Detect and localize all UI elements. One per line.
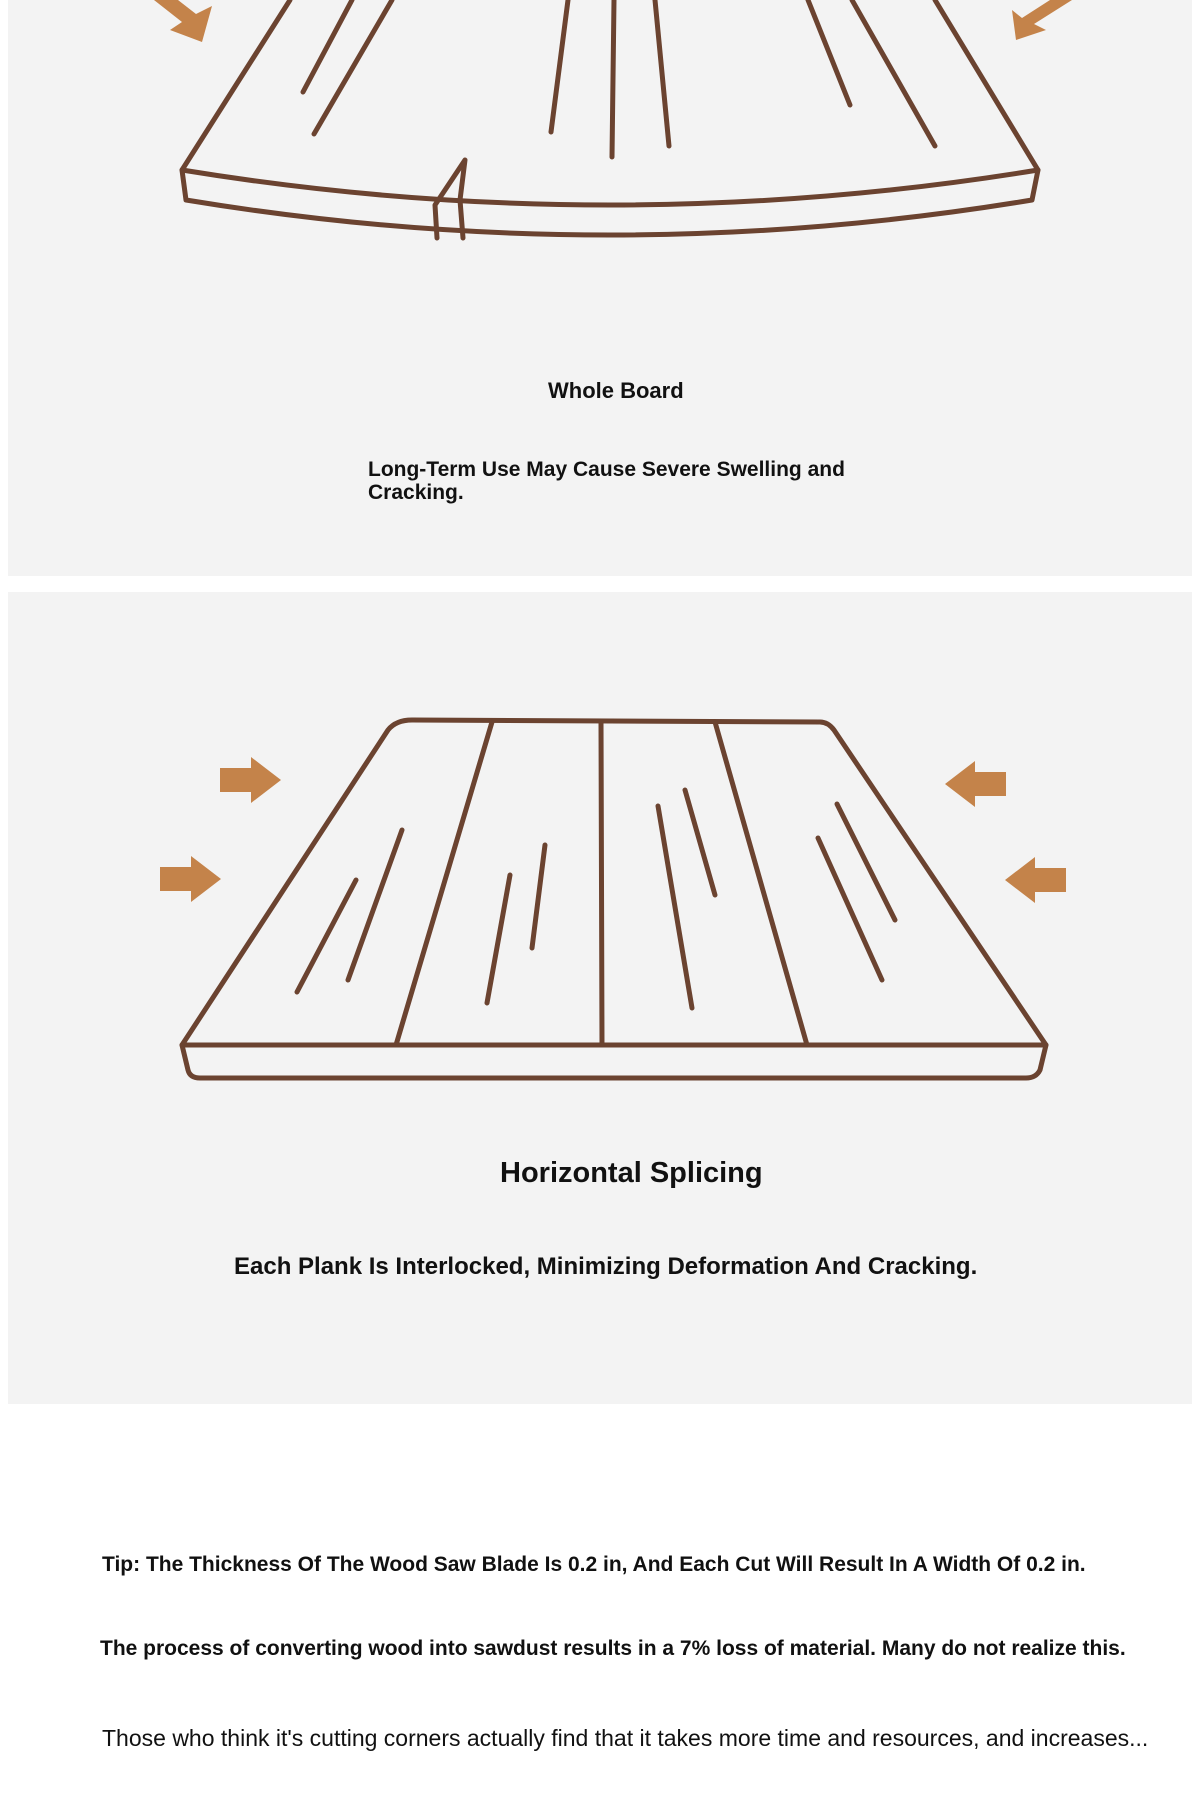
plank-seam — [396, 722, 492, 1045]
arrow-left-icon — [945, 761, 1006, 807]
arrow-right-icon — [220, 757, 281, 803]
whole-board-title: Whole Board — [548, 378, 684, 403]
arrow-right-icon — [160, 856, 221, 902]
whole-board-description: Long-Term Use May Cause Severe Swelling and Cracking. — [368, 458, 845, 504]
tip-text: Tip: The Thickness Of The Wood Saw Blade Is 0.2 in, And Each Cut Will Result In A Width Of 0.2 in. — [102, 1553, 1086, 1576]
grain-line — [685, 790, 715, 895]
arrow-left-icon — [1005, 857, 1066, 903]
grain-line — [348, 830, 402, 980]
plank-seam — [601, 722, 602, 1045]
plank-seam — [715, 722, 807, 1045]
body-text: Those who think it's cutting corners actually find that it takes more time and resources, and increases... — [102, 1725, 1149, 1751]
board-outline — [182, 720, 1046, 1078]
horizontal-splicing-title: Horizontal Splicing — [500, 1157, 763, 1189]
grain-line — [532, 845, 545, 948]
material-loss-text: The process of converting wood into sawdust results in a 7% loss of material. Many do not realize this. — [100, 1637, 1126, 1660]
grain-line — [658, 806, 692, 1008]
grain-line — [818, 838, 882, 980]
horizontal-splicing-description: Each Plank Is Interlocked, Minimizing Deformation And Cracking. — [234, 1253, 978, 1280]
grain-line — [487, 875, 510, 1003]
